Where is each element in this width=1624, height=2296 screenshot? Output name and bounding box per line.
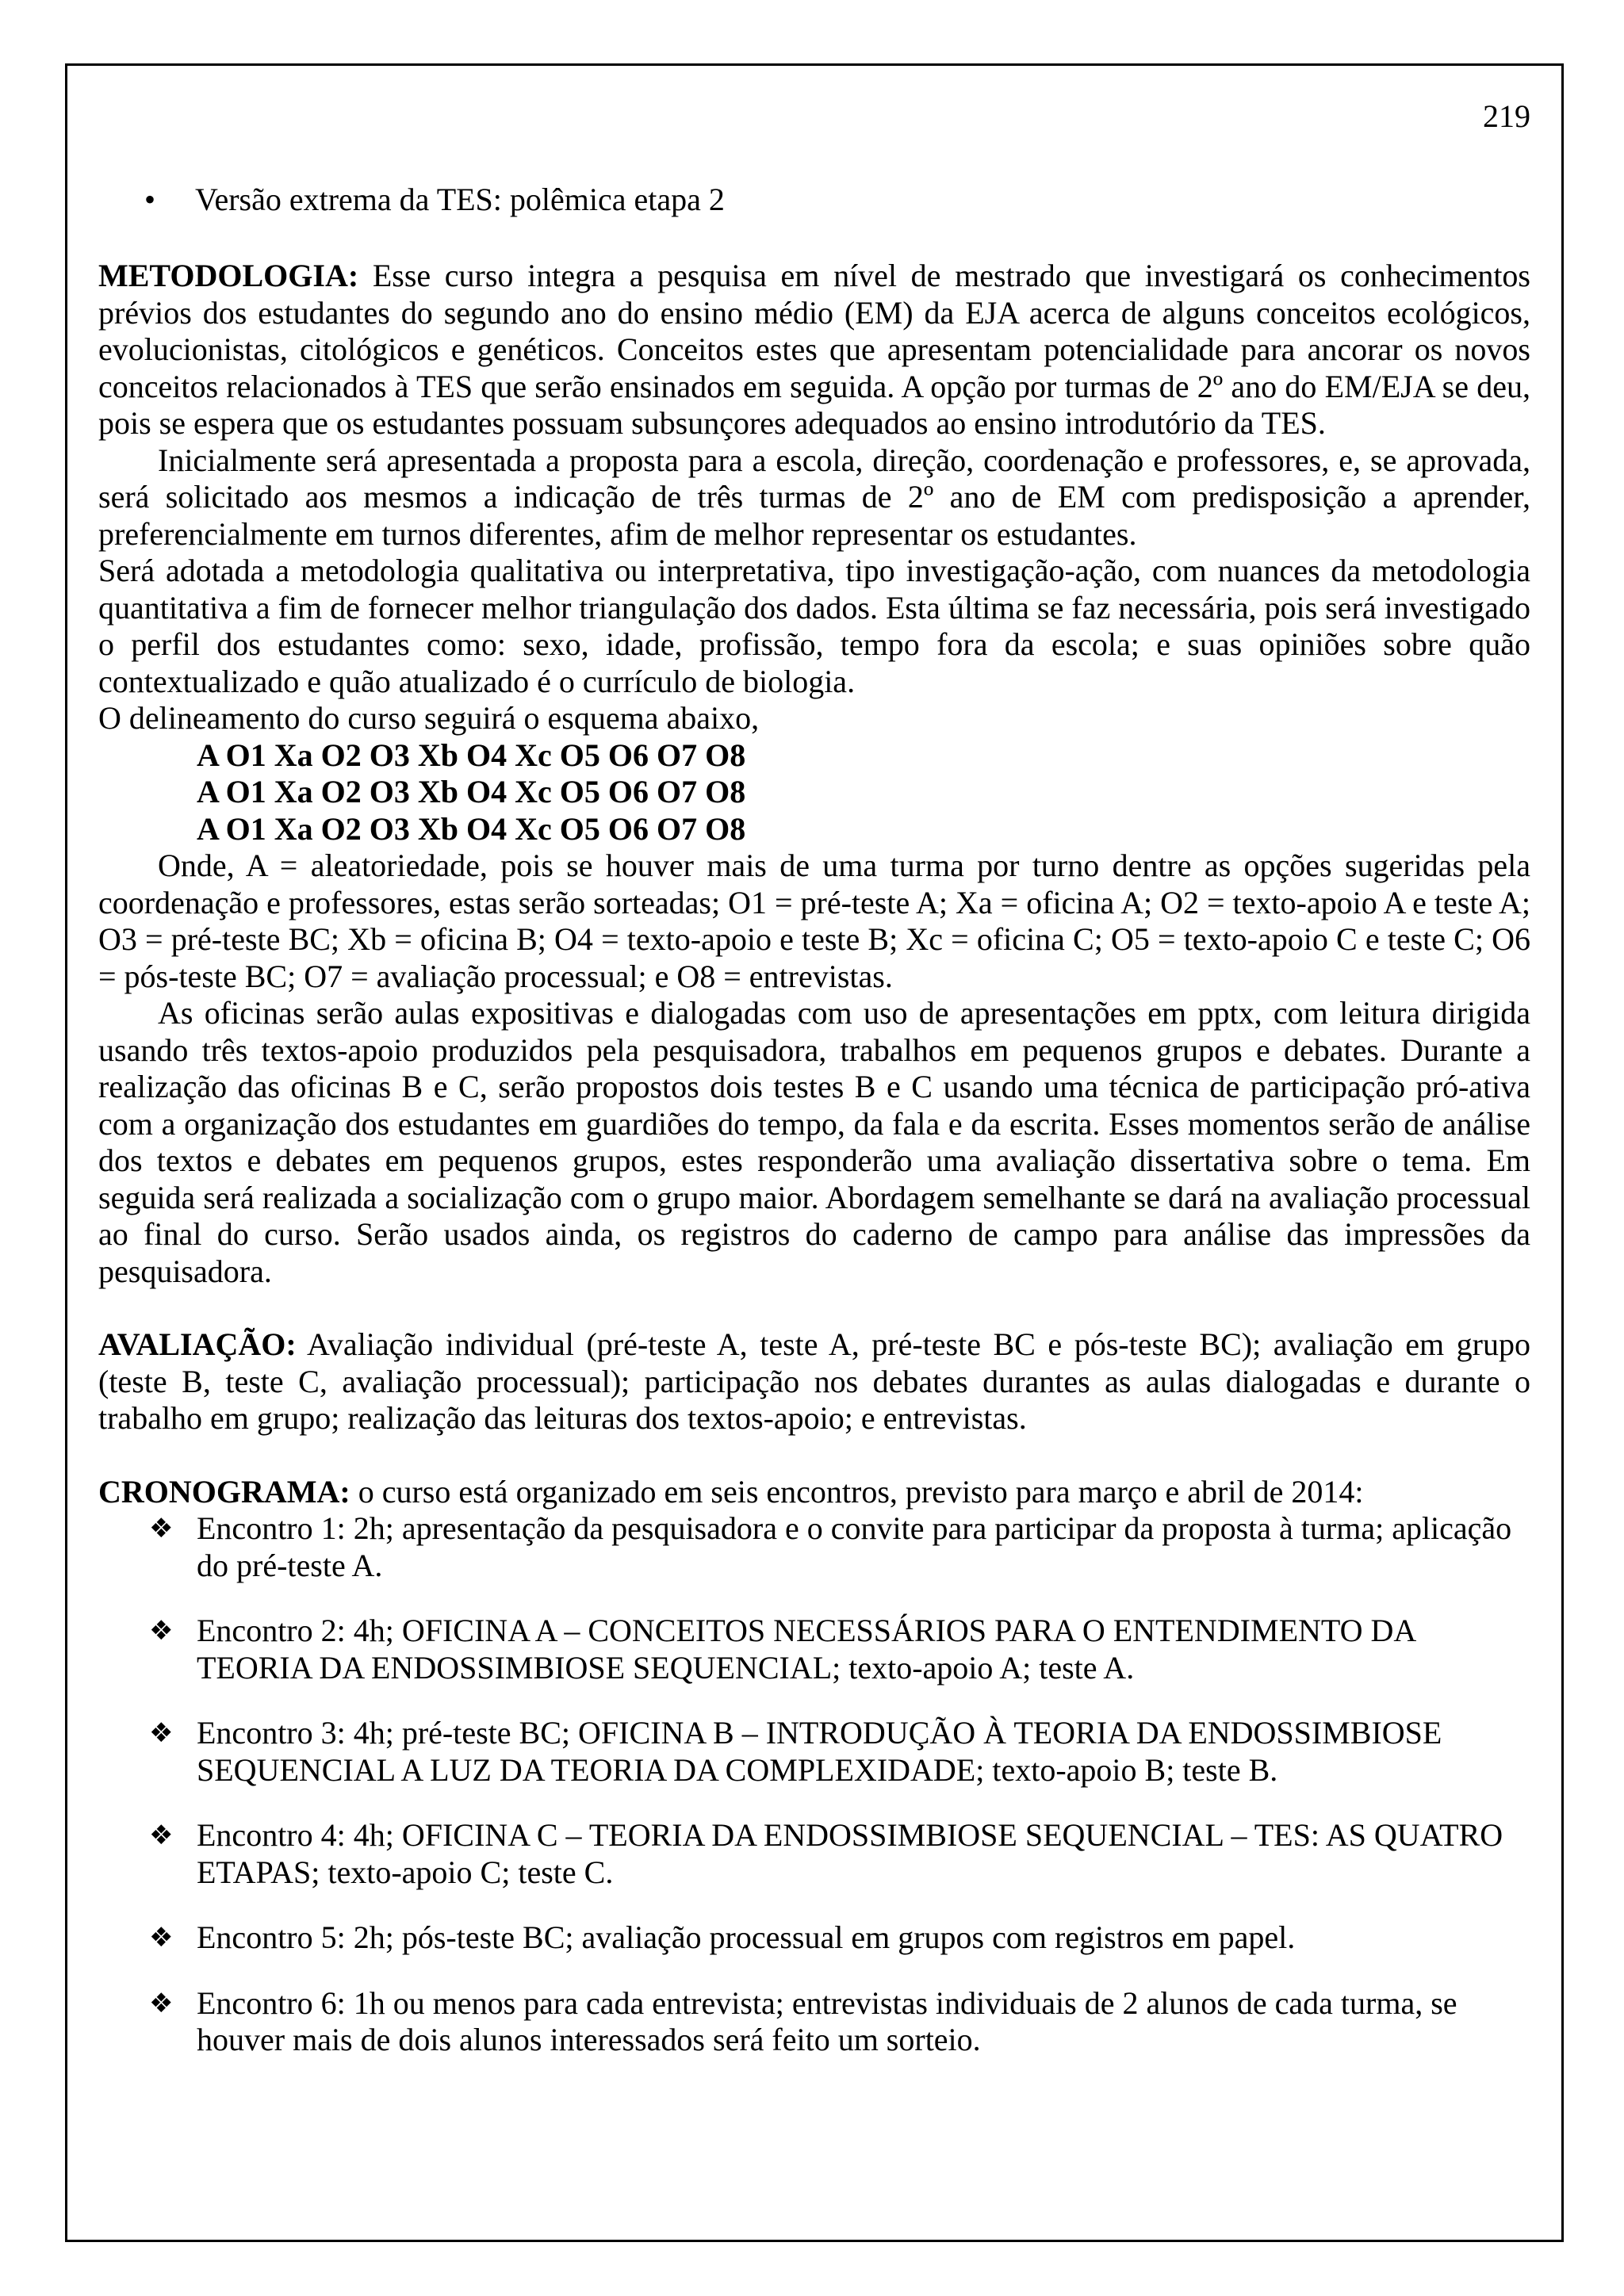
- cronograma-heading: CRONOGRAMA:: [98, 1473, 350, 1510]
- bullet-item: [98, 182, 1530, 219]
- list-item: [98, 1510, 1530, 1584]
- list-item: [98, 1613, 1530, 1686]
- diamond-bullet-icon: ❖: [149, 1922, 174, 1954]
- list-item: [98, 1715, 1530, 1789]
- metodologia-heading: METODOLOGIA:: [98, 258, 359, 293]
- metodologia-paragraph-3: Será adotada a metodologia qualitativa ou interpretativa, tipo investigação-ação, com nuances da metodologia quantitativa a fim de fornecer melhor triangulação dos dados. Esta última se faz necessária, pois será investigado o perfil dos estudantes como: sexo, idade, profissão, tempo fora da escola; e suas opiniões sobre quão contextualizado e quão atualizado é o currículo de biologia.: [98, 553, 1531, 699]
- metodologia-paragraph-2: Inicialmente será apresentada a proposta para a escola, direção, coordenação e professores, e, se aprovada, será solicitado aos mesmos a indicação de três turmas de 2º ano de EM com predisposição a aprender, preferencialmente em turnos diferentes, afim de melhor representar os estudantes.: [98, 442, 1530, 552]
- metodologia-section: [98, 258, 1530, 1290]
- metodologia-paragraph-4: O delineamento do curso seguirá o esquema abaixo,: [98, 700, 760, 736]
- metodologia-paragraph-5: Onde, A = aleatoriedade, pois se houver mais de uma turma por turno dentre as opções sugeridas pela coordenação e professores, estas serão sorteadas; O1 = pré-teste A; Xa = oficina A; O2 = texto-apoio A e teste A; O3 = pré-teste BC; Xb = oficina B; O4 = texto-apoio e teste B; Xc = oficina C; O5 = texto-apoio C e teste C; O6 = pós-teste BC; O7 = avaliação processual; e O8 = entrevistas.: [98, 848, 1531, 994]
- design-formula-line-3: A O1 Xa O2 O3 Xb O4 Xc O5 O6 O7 O8: [197, 810, 746, 847]
- list-item-text: Encontro 5: 2h; pós-teste BC; avaliação processual em grupos com registros em papel.: [197, 1919, 1296, 1955]
- diamond-bullet-icon: ❖: [149, 1987, 174, 2019]
- diamond-bullet-icon: ❖: [149, 1513, 174, 1544]
- diamond-bullet-icon: ❖: [149, 1820, 174, 1851]
- bullet-dot-icon: •: [144, 181, 156, 217]
- cronograma-section: [98, 1474, 1530, 2059]
- avaliacao-text: Avaliação individual (pré-teste A, teste A, pré-teste BC e pós-teste BC); avaliação em grupo (teste B, teste C, avaliação processual); participação nos debates durantes as aulas dialogadas e durante o trabalho em grupo; realização das leituras dos textos-apoio; e entrevistas.: [98, 1326, 1530, 1436]
- avaliacao-section: [98, 1326, 1530, 1437]
- list-item: [98, 1919, 1530, 1957]
- list-item-text: Encontro 2: 4h; OFICINA A – CONCEITOS NECESSÁRIOS PARA O ENTENDIMENTO DA TEORIA DA ENDOSSIMBIOSE SEQUENCIAL; texto-apoio A; teste A.: [197, 1613, 1415, 1686]
- avaliacao-paragraph: [98, 1326, 1530, 1437]
- list-item: [98, 1985, 1530, 2059]
- design-formula-line-1: A O1 Xa O2 O3 Xb O4 Xc O5 O6 O7 O8: [197, 737, 746, 773]
- metodologia-paragraph-6: As oficinas serão aulas expositivas e dialogadas com uso de apresentações em pptx, com leitura dirigida usando três textos-apoio produzidos pela pesquisadora, trabalhos em pequenos grupos e debates. Durante a realização das oficinas B e C, serão propostos dois testes B e C usando uma técnica de participação pró-ativa com a organização dos estudantes em guardiões do tempo, da fala e da escrita. Esses momentos serão de análise dos textos e debates em pequenos grupos, estes responderão uma avaliação dissertativa sobre o tema. Em seguida será realizada a socialização com o grupo maior. Abordagem semelhante se dará na avaliação processual ao final do curso. Serão usados ainda, os registros do caderno de campo para análise das impressões da pesquisadora.: [98, 995, 1530, 1289]
- page-number: 219: [1483, 98, 1530, 134]
- list-item-text: Encontro 6: 1h ou menos para cada entrevista; entrevistas individuais de 2 alunos de cada turma, se houver mais de dois alunos interessados será feito um sorteio.: [197, 1984, 1457, 2057]
- diamond-bullet-icon: ❖: [149, 1717, 174, 1749]
- bullet-item-text: Versão extrema da TES: polêmica etapa 2: [195, 181, 725, 217]
- metodologia-paragraph-1: [98, 258, 1530, 442]
- metodologia-p1-text: Esse curso integra a pesquisa em nível de mestrado que investigará os conhecimentos prévios dos estudantes do segundo ano do ensino médio (EM) da EJA acerca de alguns conceitos ecológicos, evolucionistas, citológicos e genéticos. Conceitos estes que apresentam potencialidade para ancorar os novos conceitos relacionados à TES que serão ensinados em seguida. A opção por turmas de 2º ano do EM/EJA se deu, pois se espera que os estudantes possuam subsunçores adequados ao ensino introdutório da TES.: [98, 258, 1530, 441]
- page-content: [98, 79, 1530, 2059]
- diamond-bullet-icon: ❖: [149, 1615, 174, 1647]
- list-item-text: Encontro 4: 4h; OFICINA C – TEORIA DA ENDOSSIMBIOSE SEQUENCIAL – TES: AS QUATRO ETAPAS; texto-apoio C; teste C.: [197, 1817, 1503, 1890]
- cronograma-intro-text: o curso está organizado em seis encontros, previsto para março e abril de 2014:: [350, 1473, 1364, 1510]
- cronograma-intro: [98, 1474, 1530, 1511]
- list-item-text: Encontro 3: 4h; pré-teste BC; OFICINA B – INTRODUÇÃO À TEORIA DA ENDOSSIMBIOSE SEQUENCIAL A LUZ DA TEORIA DA COMPLEXIDADE; texto-apoio B; teste B.: [197, 1715, 1442, 1788]
- cronograma-list: [98, 1510, 1530, 2059]
- avaliacao-heading: AVALIAÇÃO:: [98, 1326, 297, 1362]
- design-formula-line-2: A O1 Xa O2 O3 Xb O4 Xc O5 O6 O7 O8: [197, 774, 746, 809]
- list-item-text: Encontro 1: 2h; apresentação da pesquisadora e o convite para participar da proposta à turma; aplicação do pré-teste A.: [197, 1510, 1512, 1583]
- list-item: [98, 1817, 1530, 1891]
